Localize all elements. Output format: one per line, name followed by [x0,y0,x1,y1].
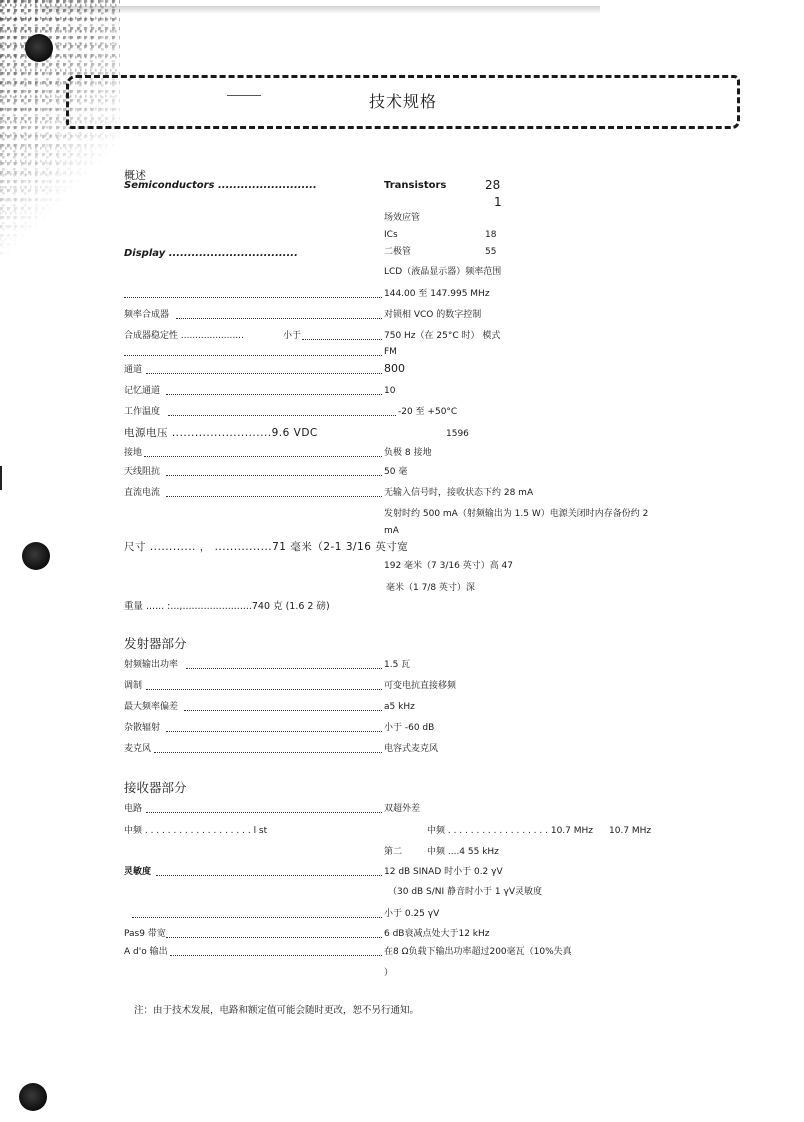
tx-label: 杂散辐射 [124,723,161,733]
synth-label: 频率合成器 [124,310,170,320]
tx-leader [146,681,382,690]
stability-label: 合成器稳定性 ...................... [124,331,244,341]
memory-value: 10 [384,386,396,396]
current-value-2: 发射时约 500 mA（射频输出为 1.5 W）电源关闭时内存备份约 2 [384,509,649,519]
fet-label: 场效应管 [384,213,421,223]
tx-label: 射频输出功率 [124,660,179,670]
tx-label: 麦克风 [124,744,152,754]
title-frame [66,75,740,129]
audio-value-2: ） [384,968,394,978]
tx-label: 最大频率偏差 [124,702,179,712]
current-value-1: 无输入信号时，接收状态下约 28 mA [384,488,534,498]
audio-leader [170,947,382,956]
channels-value: 800 [384,362,405,375]
current-label: 直流电流 [124,488,161,498]
if-right: 10.7 MHz [609,826,652,836]
mode-value: FM [384,347,397,357]
freq-leader [124,289,382,298]
semiconductors-label: Semiconductors .......................... [124,180,317,191]
size-value-2: 192 毫米（7 3/16 英寸）高 47 [384,561,514,571]
lcd-line: LCD（液晶显示器）频率范围 [384,267,502,277]
stability-value: 750 Hz（在 25°C 时） 模式 [384,331,501,341]
memory-label: 记忆通道 [124,386,161,396]
antenna-leader [166,467,382,476]
ground-leader [144,448,382,457]
temp-label: 工作温度 [124,407,161,417]
ics-label: ICs [384,230,398,240]
ics-count: 18 [485,230,497,240]
tx-leader [166,723,382,732]
sens-value-1: 12 dB SINAD 时小于 0.2 γV [384,867,503,877]
tx-value: 可变电抗直接移频 [384,681,457,691]
current-leader [166,488,382,497]
footnote: 注：由于技术发展，电路和额定值可能会随时更改，恕不另行通知。 [134,1005,420,1016]
overview-heading: 概述 [124,169,146,182]
if-mid: 中频 . . . . . . . . . . . . . . . . . . 10.7 MHz [427,826,594,836]
display-label: Display .................................. [124,248,298,259]
mode-leader [124,347,382,356]
sens-value-2: （30 dB S/NI 静音时小于 1 γV灵敏度 [388,887,542,897]
pass-value: 6 dB衰减点处大于12 kHz [384,929,490,939]
second-label: 第二 [384,847,403,857]
sens-value-3: 小于 0.25 γV [384,909,440,919]
circuit-leader [146,804,382,813]
memory-leader [166,386,382,395]
ground-label: 接地 [124,448,143,458]
voltage-label: 电源电压 ..........................9.6 VDC [124,427,318,439]
synth-value: 对锁相 VCO 的数字控制 [384,310,482,320]
stability-leader [302,331,382,340]
circuit-value: 双超外差 [384,804,421,814]
tx-leader [184,702,382,711]
if-label: 中频 . . . . . . . . . . . . . . . . . . . l st [124,826,268,836]
current-value-3: mA [384,526,399,536]
channels-label: 通道 [124,365,143,375]
circuit-label: 电路 [124,804,143,814]
punch-hole-middle [22,542,50,570]
pass-label: Pas9 带宽 [124,929,166,939]
extra-count: 1 [494,195,502,209]
pass-leader [166,929,382,938]
tx-leader [186,660,382,669]
receiver-heading: 接收器部分 [124,780,187,795]
size-label: 尺寸 ............ ， ...............71 毫米（2-1 3/16 英寸宽 [124,541,409,553]
tx-label: 调制 [124,681,143,691]
channels-leader [146,365,382,374]
tx-value: 小于 -60 dB [384,723,435,733]
transmitter-heading: 发射器部分 [124,636,187,651]
stability-less: 小于 [283,331,302,341]
sens-label: 灵敏度 [124,867,152,877]
diodes-label: 二极管 [384,247,412,257]
tx-value: a5 kHz [384,702,415,712]
page-title: 技术规格 [368,92,437,111]
synth-leader [176,310,382,319]
audio-value: 在8 Ω负载下输出功率超过200毫瓦（10%失真 [384,947,572,957]
sens-leader-2 [132,909,382,918]
punch-hole-bottom [19,1083,47,1111]
voltage-extra: 1596 [446,429,469,439]
transistors-count: 28 [485,178,501,192]
scan-side-mark [0,466,2,490]
scan-speckle-texture [0,0,120,260]
second-value: 中频 ....4 55 kHz [427,847,499,857]
freq-range: 144.00 至 147.995 MHz [384,289,490,299]
punch-hole-top [25,34,53,62]
weight-label: 重量 ...... :...,.......................740 克 (1.6 2 磅) [124,601,330,612]
scan-top-edge [40,6,600,14]
tx-value: 电容式麦克风 [384,744,439,754]
ground-value: 负极 8 接地 [384,448,432,458]
transistors-label: Transistors [384,180,447,191]
audio-label: A d'o 输出 [124,947,168,957]
tx-value: 1.5 瓦 [384,660,411,670]
temp-value: -20 至 +50°C [398,407,458,417]
antenna-label: 天线阻抗 [124,467,161,477]
size-value-3: 毫米（1 7/8 英寸）深 [386,583,475,593]
tx-leader [154,744,382,753]
temp-leader [168,407,396,416]
antenna-value: 50 毫 [384,467,408,477]
sens-leader [156,867,382,876]
diodes-count: 55 [485,247,497,257]
